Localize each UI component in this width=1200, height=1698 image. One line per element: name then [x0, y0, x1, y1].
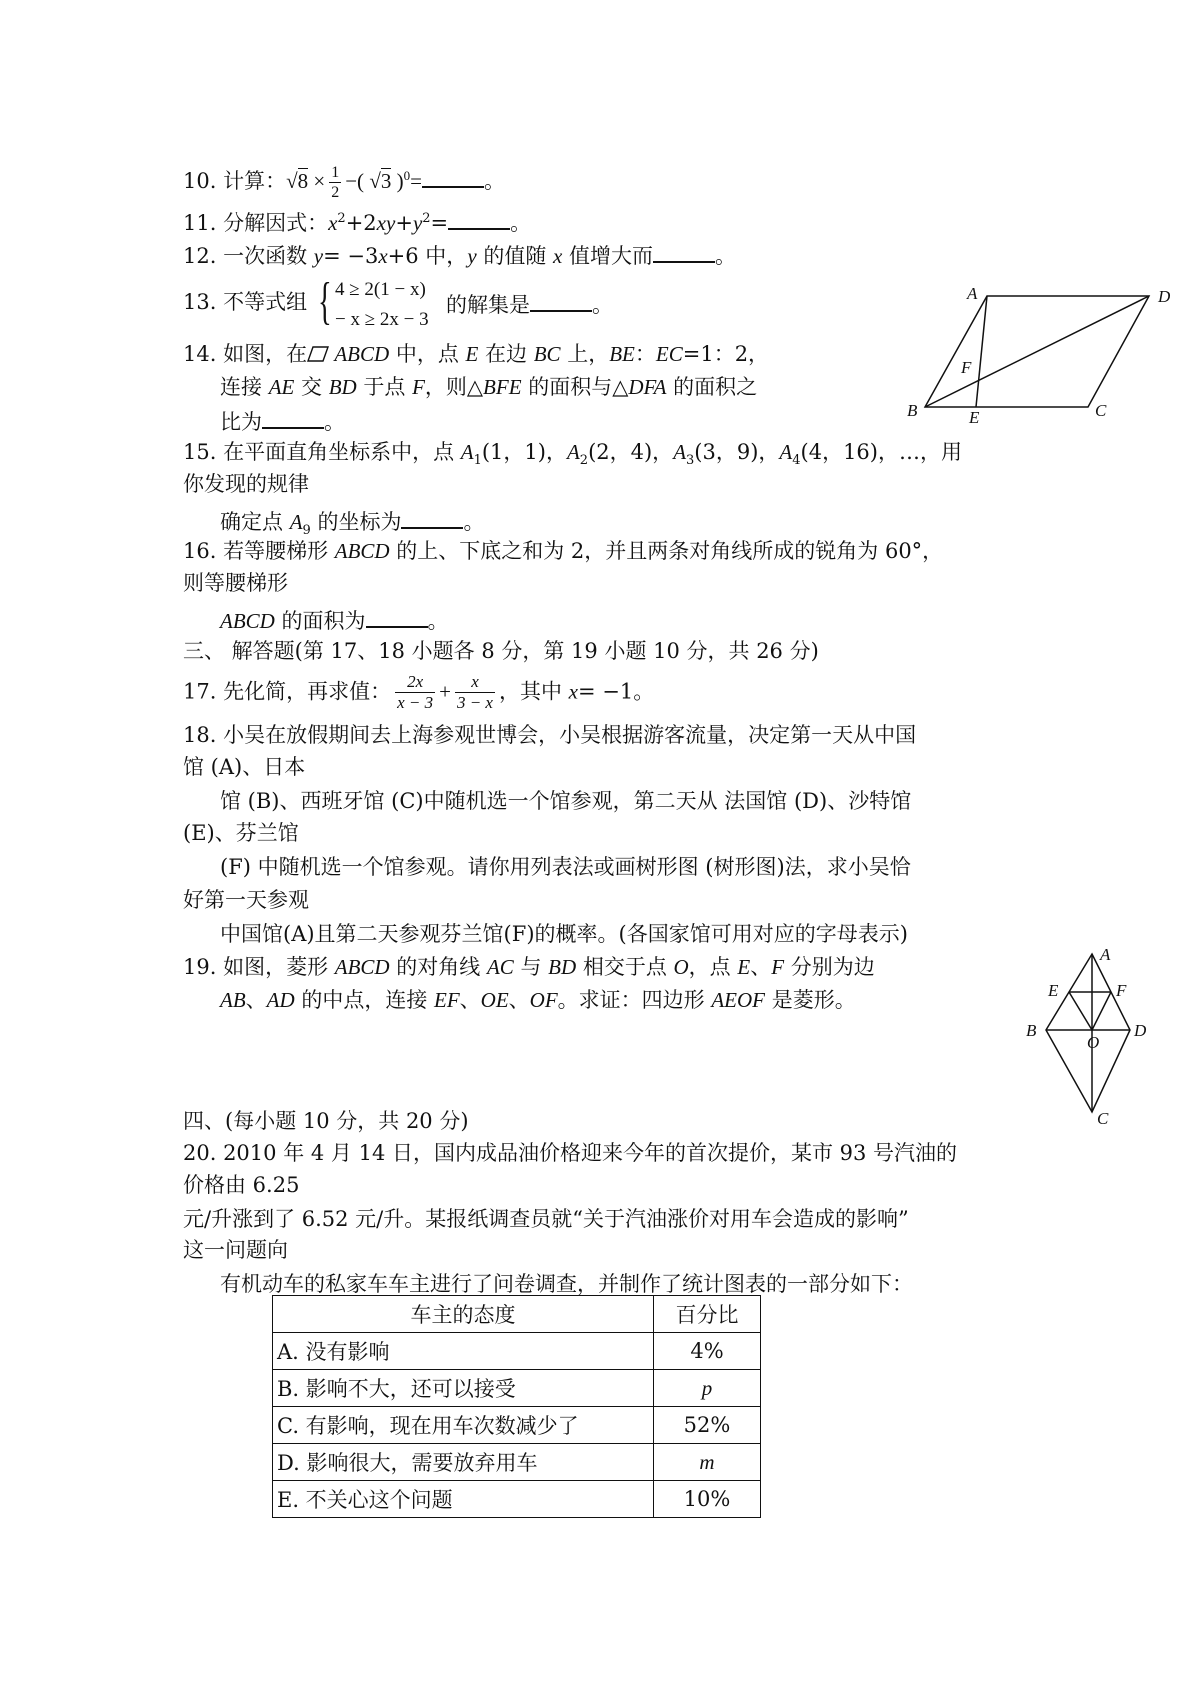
label-e: E: [969, 408, 980, 425]
q12-line: 12. 一次函数 y= −3x+6 中，y 的值随 x 值增大而 。: [183, 244, 737, 268]
q19-line1: 19. 如图，菱形 ABCD 的对角线 AC 与 BD 相交于点 O，点 E、F 分别为边: [183, 955, 875, 979]
q16-line2: 则等腰梯形: [183, 571, 288, 595]
label-e: E: [1048, 981, 1059, 1000]
section-3-heading: 三、 解答题(第 17、18 小题各 8 分，第 19 小题 10 分，共 26 分): [183, 639, 819, 663]
percentage-cell: p: [654, 1370, 761, 1407]
label-c: C: [1095, 401, 1107, 420]
q11-line: 11. 分解因式：$x^2+2xy+y^2=$ 。: [183, 211, 532, 235]
q19-rhombus-figure: [1020, 948, 1165, 1133]
q10-line: 10. 计算：√8 × $\frac{1}{2}$ −( √3 )$^0$= 。: [183, 164, 505, 202]
label-a: A: [1100, 948, 1111, 964]
answer-blank: [422, 168, 484, 188]
header-attitude: 车主的态度: [273, 1296, 654, 1333]
table-row: [273, 1407, 761, 1444]
q20-line5: 有机动车的私家车车主进行了问卷调查，并制作了统计图表的一部分如下：: [220, 1272, 913, 1296]
label-b: B: [1026, 1021, 1037, 1040]
label-a: A: [967, 285, 978, 303]
q16-line3: ABCD 的面积为 。: [220, 609, 449, 633]
q18-line3: 馆 (B)、西班牙馆 (C)中随机选一个馆参观，第二天从 法国馆 (D)、沙特馆: [220, 789, 912, 813]
answer-blank: [401, 509, 463, 529]
q15-line2: 你发现的规律: [183, 472, 309, 496]
q15-line3: 确定点 $A_9$ 的坐标为 。: [220, 510, 485, 539]
section-4-heading: 四、(每小题 10 分，共 20 分): [183, 1109, 469, 1133]
label-o: O: [1087, 1033, 1100, 1052]
q18-line7: 中国馆(A)且第二天参观芬兰馆(F)的概率。(各国家馆可用对应的字母表示): [220, 922, 908, 946]
q13-line: 13. 不等式组: [183, 290, 308, 314]
segment-oe: [1069, 992, 1092, 1030]
q13-system-line1: 4 ≥ 2(1 − x): [335, 279, 426, 300]
parallelogram-icon: [307, 345, 329, 363]
answer-blank: [262, 409, 324, 429]
q20-line2: 价格由 6.25: [183, 1173, 300, 1197]
q20-line3: 元/升涨到了 6.52 元/升。某报纸调查员就“关于汽油涨价对用车会造成的影响”: [183, 1207, 909, 1231]
attitude-cell: A. 没有影响: [273, 1333, 654, 1370]
q18-line2: 馆 (A)、日本: [183, 755, 306, 779]
attitude-cell: B. 影响不大，还可以接受: [273, 1370, 654, 1407]
label-f: F: [1116, 981, 1127, 1000]
percentage-cell: 52%: [654, 1407, 761, 1444]
segment-of: [1092, 992, 1111, 1030]
q19-line2: AB、AD 的中点，连接 EF、OE、OF。求证：四边形 AEOF 是菱形。: [220, 988, 856, 1012]
table-row: [273, 1481, 761, 1518]
table-row: [273, 1370, 761, 1407]
q18-line4: (E)、芬兰馆: [183, 821, 299, 845]
q13-brace: {: [318, 273, 332, 330]
attitude-cell: D. 影响很大，需要放弃用车: [273, 1444, 654, 1481]
q18-line1: 18. 小吴在放假期间去上海参观世博会，小吴根据游客流量，决定第一天从中国: [183, 723, 917, 747]
q18-line6: 好第一天参观: [183, 888, 309, 912]
q20-line4: 这一问题向: [183, 1238, 288, 1262]
q17-line: 17. 先化简，再求值： $\frac{2x}{x - 3}$ + $\frac{x}{3 - x}$ ，其中 x= −1。: [183, 672, 655, 713]
percentage-cell: 10%: [654, 1481, 761, 1518]
percentage-cell: m: [654, 1444, 761, 1481]
q18-line5: (F) 中随机选一个馆参观。请你用列表法或画树形图 (树形图)法，求小吴恰: [220, 855, 911, 879]
q15-line1: 15. 在平面直角坐标系中，点 $A_1(1$，1)，$A_2(2$，4)，$A_3(3$，9)，$A_4(4$，16)，…，用: [183, 440, 962, 469]
q16-line1: 16. 若等腰梯形 ABCD 的上、下底之和为 2，并且两条对角线所成的锐角为 60°，: [183, 539, 944, 563]
label-d: D: [1134, 1021, 1147, 1040]
label-b: B: [907, 401, 918, 420]
answer-blank: [448, 210, 510, 230]
q13-tail: 的解集是 。: [446, 293, 613, 317]
attitude-cell: C. 有影响，现在用车次数减少了: [273, 1407, 654, 1444]
header-percentage: 百分比: [654, 1296, 761, 1333]
q20-line1: 20. 2010 年 4 月 14 日，国内成品油价格迎来今年的首次提价，某市 93 号汽油的: [183, 1141, 958, 1165]
table-header-row: [273, 1296, 761, 1333]
attitude-survey-table: [272, 1295, 761, 1518]
label-d: D: [1158, 287, 1171, 306]
table-row: [273, 1333, 761, 1370]
q14-line1: 14. 如图，在 ABCD 中，点 E 在边 BC 上，BE：EC=1：2，: [183, 342, 770, 366]
attitude-cell: E. 不关心这个问题: [273, 1481, 654, 1518]
q14-line2: 连接 AE 交 BD 于点 F，则△BFE 的面积与△DFA 的面积之: [220, 375, 758, 399]
q14-line3: 比为 。: [220, 410, 345, 434]
table-row: [273, 1444, 761, 1481]
answer-blank: [653, 243, 715, 263]
answer-blank: [530, 292, 592, 312]
segment-bd: [925, 296, 1149, 407]
label-c: C: [1097, 1109, 1109, 1128]
label-f: F: [961, 358, 972, 377]
answer-blank: [366, 608, 428, 628]
q14-parallelogram-figure: [895, 285, 1180, 425]
percentage-cell: 4%: [654, 1333, 761, 1370]
q13-system-line2: − x ≥ 2x − 3: [335, 309, 429, 330]
